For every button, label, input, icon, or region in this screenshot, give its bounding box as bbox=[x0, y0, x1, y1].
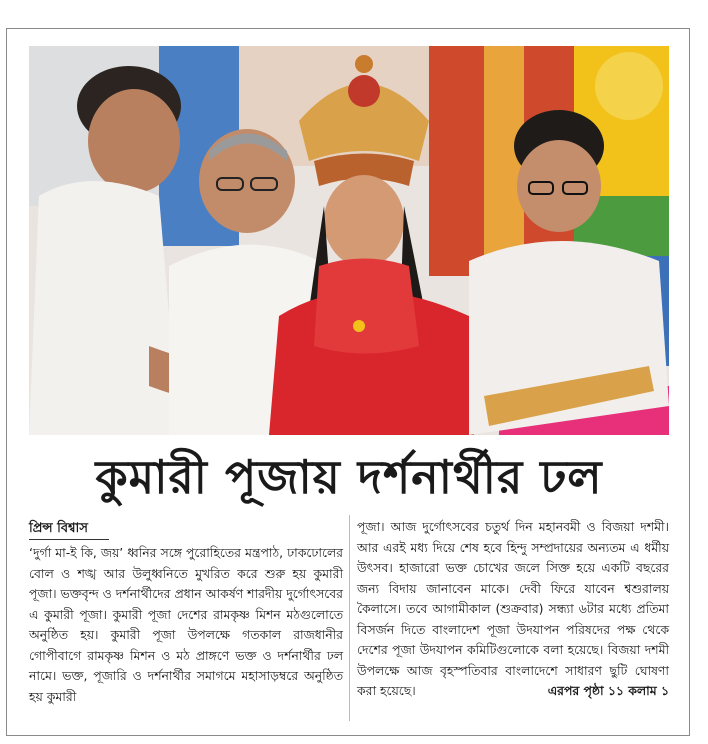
byline-underline bbox=[29, 539, 109, 540]
column-divider bbox=[349, 515, 350, 721]
article-paragraph-right: পূজা। আজ দুর্গোৎসবের চতুর্থ দিন মহানবমী ও বিজয়া দশমী। আর এরই মধ্য দিয়ে শেষ হবে হিন্দু সম্প্রদায়ের অন্যতম এ ধর্মীয় উৎসব। হাজারো ভক্ত চোখের জলে সিক্ত হয়ে একটি বছরের জন্য বিদায় জানাবেন মাকে। দেবী ফিরে যাবেন শ্বশুরালয় কৈলাসে। তবে আগামীকাল (শুক্রবার) সন্ধ্যা ৬টার মধ্যে প্রতিমা বিসর্জন দিতে বাংলাদেশ পূজা উদযাপন পরিষদের পক্ষ থেকে দেশের পূজা উদযাপন কমিটিগুলোকে বলা হয়েছে। বিজয়া দশমী উপলক্ষে আজ বৃহস্পতিবার বাংলাদেশে সাধারণ ছুটি ঘোষণা করা হয়েছে। bbox=[357, 519, 669, 698]
article-paragraph-left: ‘দুর্গা মা-ই কি, জয়’ ধ্বনির সঙ্গে পুরোহিতের মন্ত্রপাঠ, ঢাকঢোলের বোল ও শঙ্খ আর উলুধ্বনিতে মুখরিত করে শুরু হয় কুমারী পূজা। ভক্তবৃন্দ ও দর্শনার্থীদের প্রধান আকর্ষণ শারদীয় দুর্গোৎসবের এ কুমারী পূজা। কুমারী পূজা দেশের রামকৃষ্ণ মিশন মঠগুলোতে অনুষ্ঠিত হয়। কুমারী পূজা উপলক্ষে গতকাল রাজধানীর গোপীবাগে রামকৃষ্ণ মিশন ও মঠ প্রাঙ্গণে ভক্ত ও দর্শনার্থীর ঢল নামে। ভক্ত, পূজারি ও দর্শনার্থীর সমাগমে মহাসাড়ম্বরে অনুষ্ঠিত হয় কুমারী bbox=[29, 545, 343, 704]
article-column-left bbox=[29, 543, 343, 707]
article-column-right bbox=[357, 517, 669, 702]
continuation-note: এরপর পৃষ্ঠা ১১ কলাম ১ bbox=[547, 683, 669, 698]
byline: প্রিন্স বিশ্বাস bbox=[29, 521, 88, 536]
kumari-puja-photo bbox=[29, 46, 669, 435]
headline: কুমারী পূজায় দর্শনার্থীর ঢল bbox=[95, 450, 603, 504]
newspaper-clipping bbox=[6, 28, 690, 736]
